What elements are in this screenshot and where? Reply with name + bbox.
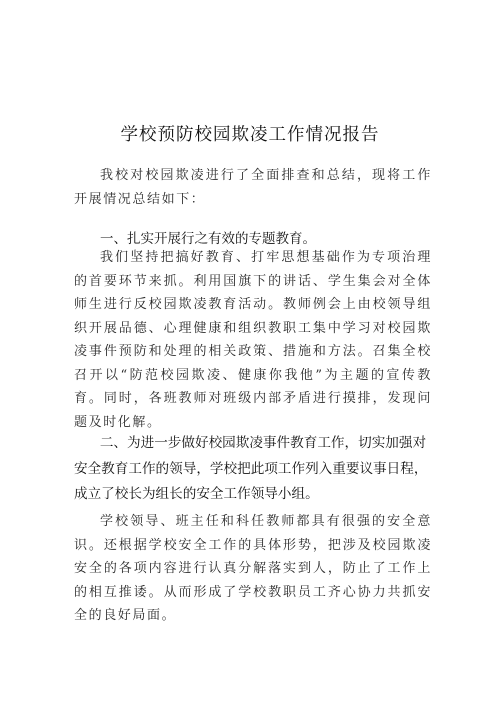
section-1-heading: 一、扎实开展行之有效的专题教育。 <box>100 231 316 247</box>
section-1-paragraph: 我们坚持把搞好教育、打牢思想基础作为专项治理的首要环节来抓。利用国旗下的讲话、学生集会对全体师生进行反校园欺凌教育活动。教师例会上由校领导组织开展品德、心理健康和组织教职工集中学习对校园欺凌事件预防和处理的相关政策、措施和方法。召集全校召开以“防范校园欺凌、健康你我他”为主题的宣传教育。同时，各班教师对班级内部矛盾进行摸排，发现问题及时化解。 <box>74 250 432 430</box>
document-title: 学校预防校园欺凌工作情况报告 <box>120 125 380 145</box>
section-2-paragraph: 学校领导、班主任和科任教师都具有很强的安全意识。还根据学校安全工作的具体形势，把涉及校园欺凌安全的各项内容进行认真分解落实到人，防止了工作上的相互推诿。从而形成了学校教职员工齐心协力共抓安全的良好局面。 <box>74 514 432 623</box>
intro-paragraph: 我校对校园欺凌进行了全面排查和总结，现将工作开展情况总结如下： <box>74 168 432 207</box>
section-2-heading: 二、为进一步做好校园欺凌事件教育工作，切实加强对安全教育工作的领导，学校把此项工作列入重要议事日程，成立了校长为组长的安全工作领导小组。 <box>74 435 428 502</box>
